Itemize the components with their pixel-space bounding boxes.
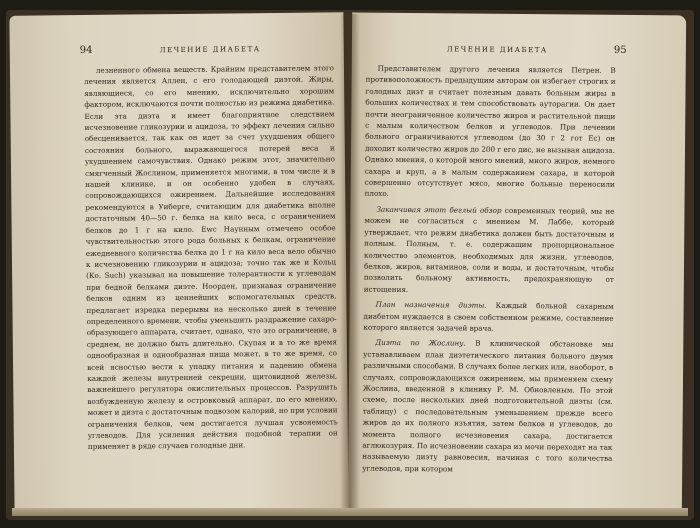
paragraph-text: Представителем другого лечения является Петрен. В противоположность предыдущим авторам он избегает строгих и голодных диэт и считает полезным давать больным жиры в больших количествах и тем способствовать ауторагии. Он дает почти неограниченное количество жиров и растительной пищи с малым количеством белков и углеводов. При лечении больного ограничиваются углеводом (до 30 г 2 гот Ес) он доходит количество жиров до 200 г его дис, не вызывая ацидоза. Однако мнения, о которой много мнений, много жиров, немного сахара и круп, а в малым содержанием сахара, и которой совершенно отсутствует мясо, многие больные переносили плохо. (364, 63, 616, 199)
paragraph (363, 299, 613, 335)
page-number: 94 (79, 44, 93, 57)
page-body (84, 62, 338, 452)
paragraph: лезненного обмена веществ. Крайним представителем этого лечения является Аллен, с его голодающей диэтой. Жиры, являющиеся, со его мнению, исключительно хорошим фактором, исключаются почти полностью из режима диабетика. Если эта диэта и имеет благоприятное следствием исчезновение гликозурии и ацидоза, то эффект лечения сильно обесценивается, так как он идет за счет ухудшения общего состояния больного, выражающегося потерей веса и ухудшением самочувствия. Однако режим этот, значительно смягченный Жослином, применяется многими, в том числе и в нашей клинике, и он особенно удобен в случаях, сопровождающихся ожирением. Дальнейшие исследования рекомендуются в Уиберге, считающим для диабетика вполне достаточным 40—50 г. белка на кило веса, с ограничением белков до 1 г на кило. Ewc Наунным отмечено особое чувствительностью этого рода больных к белкам, ограничение ежедневного количества белка до 1 г на кило веса вело обычно к исчезновению гликозурии и ацидоза; точно так же и Кольц (Ко. Such) указывал на повышение толерантности к углеводам при бедной белками диэте. Ноорден, признавая ограничение белков одним из ценнейших вспомогательных средств, предлагает изредка перерывы на несколько дней в течение определенного времени, чтобы уменьшить раздражение сахаро-образующего аппарата, считает, однако, что это ограничение, в среднем, не должно быть длительно. Скупая и в то же время однообразная и однообразная пища может, в то же время, со всей ясностью вести к упадку питания и падению обмена каждой железы внутренней секреции, щитовидной железы, важнейшего регулятора окислительных процессов. Разрушить возбужденную железу и островковый аппарат, по его мнению, может и диэта с достаточным подвозом калорий, но при условии ограничения белков, чем достигается лучшая усвояемость углеводов. Для усиления действия подобной терапии он применяет в ряде случаев голодные дни. (84, 63, 338, 452)
page-number: 95 (613, 44, 627, 56)
running-head: ЛЕЧЕНИЕ ДИАБЕТА (159, 45, 261, 55)
page-edges (12, 508, 688, 516)
paragraph (365, 63, 616, 202)
paragraph-text: современных теорий, мы не можем не согласиться с мнением М. Лаббе, который утверждает, что режим диабетика должен быть достаточным и полным. Полным, т. е. содержащим пропорциональное количество элементов, необходимых для жизни, углеводов, белков, жиров, витаминов, соли и воды, и достаточным, чтобы позволить больному активность, предохраняющую от истощения. (363, 205, 615, 294)
section-heading: План назначения диэты. (375, 299, 487, 310)
page-body (362, 63, 616, 476)
section-heading: Диэта по Жослину. (375, 338, 466, 348)
running-head: ЛЕЧЕНИЕ ДИАБЕТА (446, 45, 548, 55)
right-page (348, 13, 686, 516)
paragraph-text: Каждый больной сахарным диабетом нуждается в своем собственном режиме, составление которого является задачей врача. (363, 300, 614, 333)
paragraph (364, 204, 615, 297)
paragraph-lead: Заканчивая этот беглый обзор (376, 204, 502, 215)
left-page (9, 12, 348, 515)
paragraph (362, 337, 613, 476)
paragraph-text: В клинической обстановке мы устанавливаем план диэтетического питания больного двумя различными способами. В случаях более легких или, наоборот, в случаях, сопровождающихся ожирением, мы применяем схему Жослина, введенной в клинику Р. М. Обновленым. По этой схеме, после нескольких дней подготовительной диэты (см. таблицу) с последовательным уменьшением прежде всего жиров до их полного изъятия, затем белков и углеводов, до момента полного исчезновения сахара, достигается аглюкозурия. По исчезновении сахара из мочи переходят на так называемую диэту равновесия, начиная с того количества углеводов, при котором (362, 338, 614, 474)
open-book (12, 14, 688, 516)
